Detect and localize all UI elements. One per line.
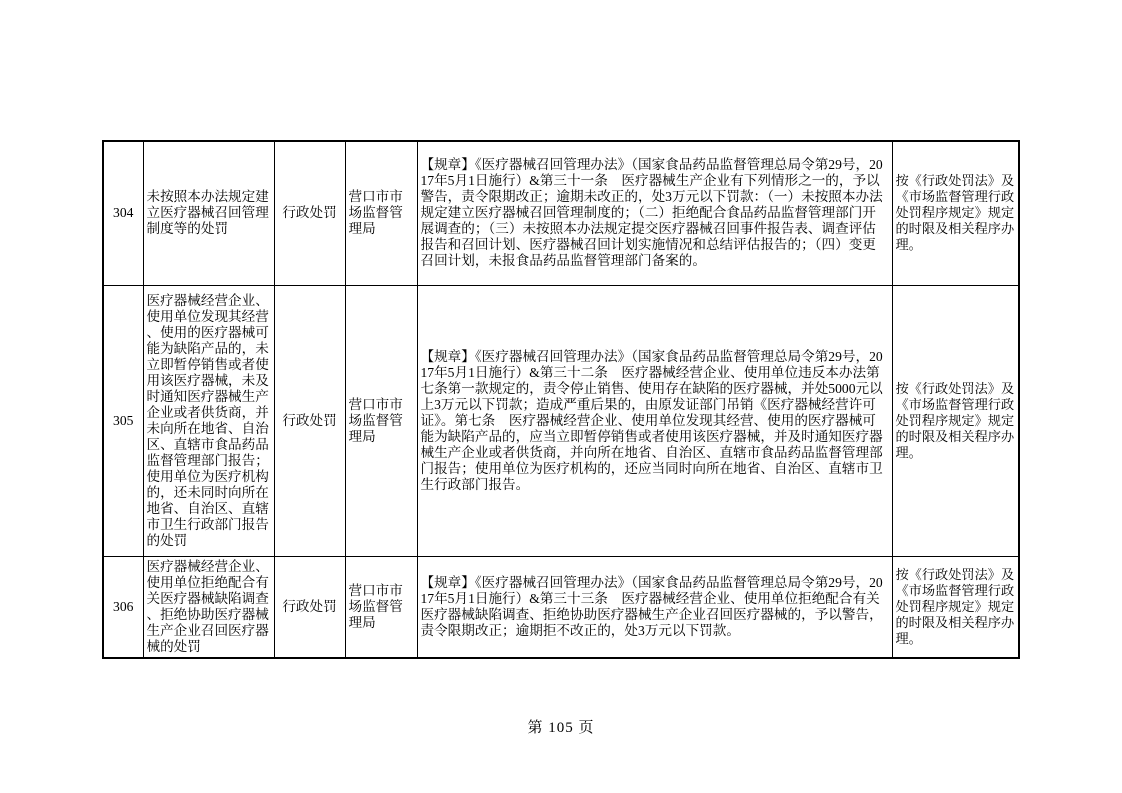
handling-procedure: 按《行政处罚法》及《市场监督管理行政处罚程序规定》规定的时限及相关程序办理。	[892, 141, 1019, 285]
implementing-agency: 营口市市场监督管理局	[345, 141, 417, 285]
handling-procedure: 按《行政处罚法》及《市场监督管理行政处罚程序规定》规定的时限及相关程序办理。	[892, 556, 1019, 658]
row-number: 306	[103, 556, 143, 658]
page-footer: 第 105 页	[527, 720, 595, 736]
table-row	[103, 141, 1019, 285]
punishment-type: 行政处罚	[274, 285, 345, 556]
item-name: 医疗器械经营企业、使用单位拒绝配合有关医疗器械缺陷调查、拒绝协助医疗器械生产企业召回医疗器械的处罚	[143, 556, 274, 658]
table-row	[103, 556, 1019, 658]
item-name: 医疗器械经营企业、使用单位发现其经营、使用的医疗器械可能为缺陷产品的，未立即暂停销售或者使用该医疗器械，未及时通知医疗器械生产企业或者供货商，并未向所在地省、自治区、直辖市食品药品监督管理部门报告；使用单位为医疗机构的，还未同时向所在地省、自治区、直辖市卫生行政部门报告的处罚	[143, 285, 274, 556]
handling-procedure: 按《行政处罚法》及《市场监督管理行政处罚程序规定》规定的时限及相关程序办理。	[892, 285, 1019, 556]
implementing-agency: 营口市市场监督管理局	[345, 285, 417, 556]
implementing-agency: 营口市市场监督管理局	[345, 556, 417, 658]
legal-basis: 【规章】《医疗器械召回管理办法》（国家食品药品监督管理总局令第29号，2017年5月1日施行）&第三十三条 医疗器械经营企业、使用单位拒绝配合有关医疗器械缺陷调查、拒绝协助医疗器械生产企业召回医疗器械的，予以警告，责令限期改正；逾期拒不改正的，处3万元以下罚款。	[417, 556, 892, 658]
legal-basis: 【规章】《医疗器械召回管理办法》（国家食品药品监督管理总局令第29号，2017年5月1日施行）&第三十二条 医疗器械经营企业、使用单位违反本办法第七条第一款规定的，责令停止销售、使用存在缺陷的医疗器械，并处5000元以上3万元以下罚款；造成严重后果的，由原发证部门吊销《医疗器械经营许可证》。第七条 医疗器械经营企业、使用单位发现其经营、使用的医疗器械可能为缺陷产品的，应当立即暂停销售或者使用该医疗器械，并及时通知医疗器械生产企业或者供货商，并向所在地省、自治区、直辖市食品药品监督管理部门报告；使用单位为医疗机构的，还应当同时向所在地省、自治区、直辖市卫生行政部门报告。	[417, 285, 892, 556]
item-name: 未按照本办法规定建立医疗器械召回管理制度等的处罚	[143, 141, 274, 285]
row-number: 305	[103, 285, 143, 556]
table-row	[103, 285, 1019, 556]
punishment-type: 行政处罚	[274, 141, 345, 285]
punishment-items-table	[102, 140, 1020, 659]
legal-basis: 【规章】《医疗器械召回管理办法》（国家食品药品监督管理总局令第29号，2017年5月1日施行）&第三十一条 医疗器械生产企业有下列情形之一的，予以警告，责令限期改正；逾期未改正的，处3万元以下罚款：（一）未按照本办法规定建立医疗器械召回管理制度的；（二）拒绝配合食品药品监督管理部门开展调查的；（三）未按照本办法规定提交医疗器械召回事件报告表、调查评估报告和召回计划、医疗器械召回计划实施情况和总结评估报告的；（四）变更召回计划，未报食品药品监督管理部门备案的。	[417, 141, 892, 285]
row-number: 304	[103, 141, 143, 285]
punishment-type: 行政处罚	[274, 556, 345, 658]
